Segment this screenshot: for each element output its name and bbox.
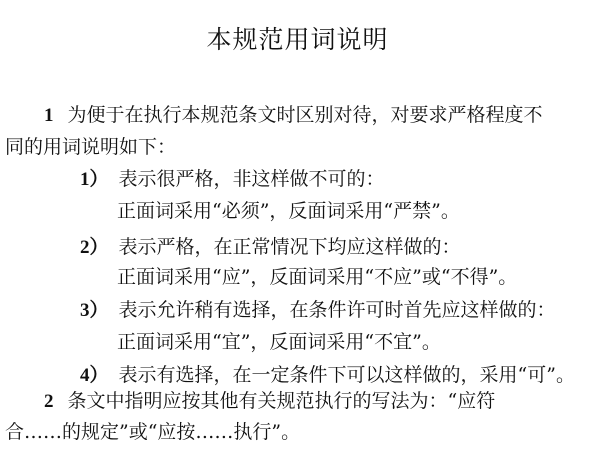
paragraph-1-line-2: 同的用词说明如下： bbox=[5, 136, 177, 158]
list-item-4 bbox=[80, 363, 575, 388]
paragraph-2-line-1 bbox=[44, 389, 495, 414]
list-item-3-sub: 正面词采用“宜”，反面词采用“不宜”。 bbox=[117, 331, 441, 353]
paragraph-2-number: 2 bbox=[44, 391, 54, 412]
list-item-2 bbox=[80, 235, 461, 260]
list-item-1 bbox=[80, 167, 385, 192]
list-item-2-sub: 正面词采用“应”，反面词采用“不应”或“不得”。 bbox=[117, 266, 518, 288]
list-item-3-text: 表示允许稍有选择，在条件许可时首先应这样做的： bbox=[118, 299, 556, 321]
list-item-1-number: 1） bbox=[80, 169, 109, 190]
list-item-3 bbox=[80, 298, 556, 323]
list-item-1-text: 表示很严格，非这样做不可的： bbox=[118, 168, 385, 190]
list-item-4-number: 4） bbox=[80, 365, 109, 386]
list-item-4-text: 表示有选择，在一定条件下可以这样做的，采用“可”。 bbox=[118, 364, 575, 386]
page-title: 本规范用词说明 bbox=[206, 25, 389, 54]
list-item-2-number: 2） bbox=[80, 237, 109, 258]
list-item-1-sub: 正面词采用“必须”，反面词采用“严禁”。 bbox=[117, 200, 460, 222]
list-item-2-text: 表示严格，在正常情况下均应这样做的： bbox=[118, 236, 461, 258]
paragraph-2-line-2: 合……的规定”或“应按……执行”。 bbox=[5, 421, 301, 443]
paragraph-2-text: 条文中指明应按其他有关规范执行的写法为：“应符 bbox=[67, 390, 496, 412]
paragraph-1-line-1 bbox=[44, 103, 543, 128]
paragraph-1-text: 为便于在执行本规范条文时区别对待，对要求严格程度不 bbox=[67, 104, 543, 126]
list-item-3-number: 3） bbox=[80, 300, 109, 321]
paragraph-1-number: 1 bbox=[44, 105, 54, 126]
